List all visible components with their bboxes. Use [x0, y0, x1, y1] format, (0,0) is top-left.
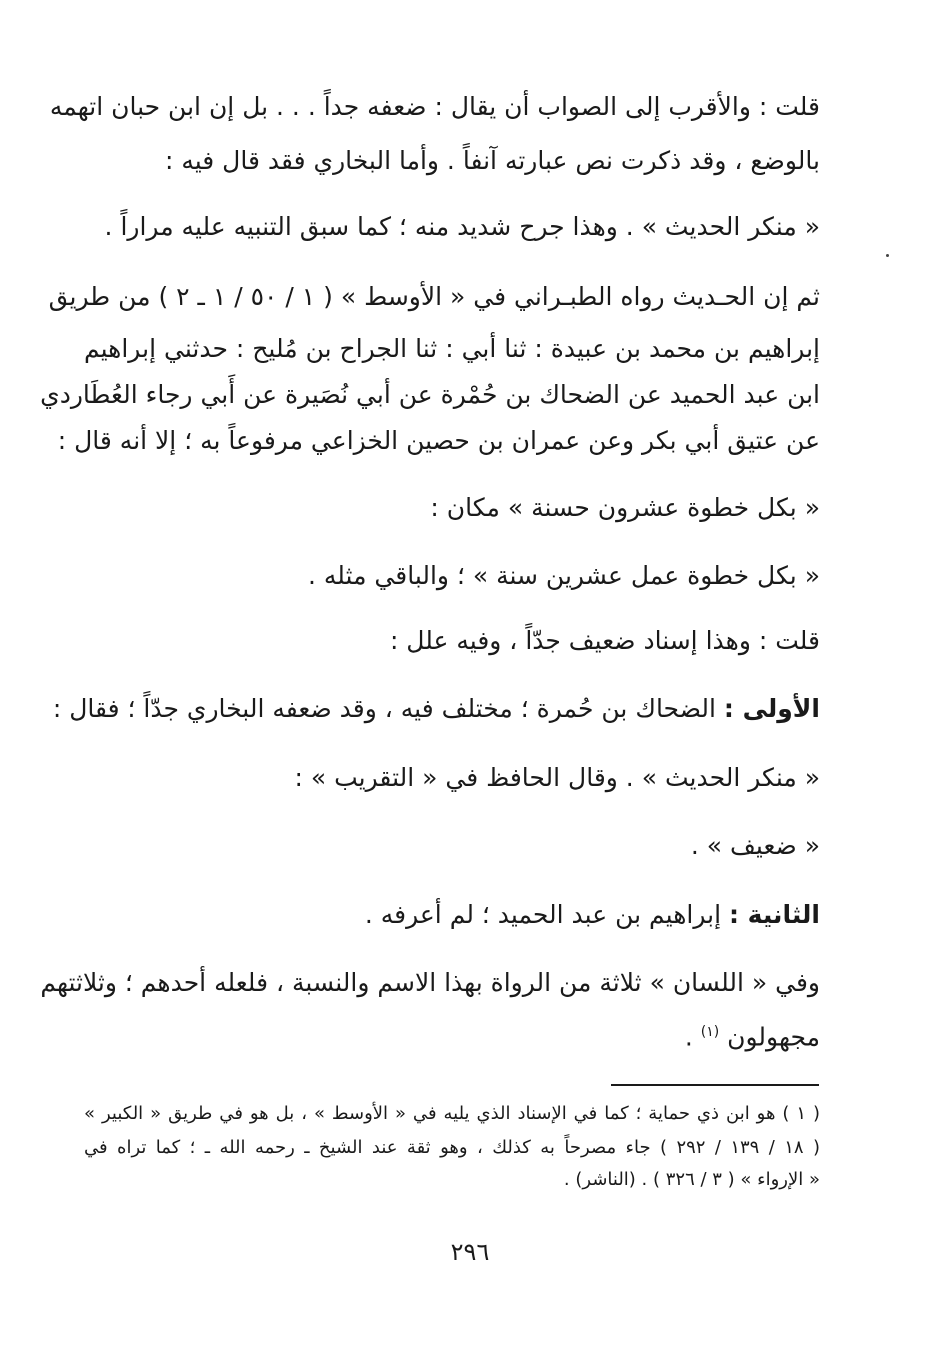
item-text: إبراهيم بن عبد الحميد ؛ لم أعرفه . — [364, 900, 729, 929]
item-label: الثانية : — [728, 900, 820, 929]
text-line: ثم إن الحـديث رواه الطبـراني في « الأوسط » ( ١ / ٥٠ / ١ ـ ٢ ) من طريق — [48, 282, 820, 311]
scan-speck — [886, 254, 889, 257]
quote-line: « منكر الحديث » . وقال الحافظ في « التقريب » : — [294, 763, 820, 792]
text-segment: . — [684, 1022, 701, 1052]
text-line — [365, 897, 820, 933]
footnote-divider — [611, 1084, 819, 1086]
text-line — [685, 1014, 820, 1055]
footnote-line: ( ١٨ / ١٣٩ / ٢٩٢ ) جاء مصرحاً به كذلك ، وهو ثقة عند الشيخ ـ رحمه الله ـ ؛ كما تراه في — [84, 1137, 820, 1158]
text-line — [53, 691, 820, 727]
text-line: عن عتيق أبي بكر وعن عمران بن حصين الخزاعي مرفوعاً به ؛ إلا أنه قال : — [57, 426, 820, 455]
item-text: الضحاك بن حُمرة ؛ مختلف فيه ، وقد ضعفه البخاري جدّاً ؛ فقال : — [52, 694, 724, 723]
text-line: ابن عبد الحميد عن الضحاك بن حُمْرة عن أبي نُصَيرة عن أَبي رجاء العُطَاردي — [40, 380, 820, 409]
item-label: الأولى : — [723, 694, 820, 723]
footnote-line: ( ١ ) هو ابن ذي حماية ؛ كما في الإسناد الذي يليه في « الأوسط » ، بل هو في طريق « الكبير » — [84, 1103, 820, 1124]
text-segment: مجهولون — [727, 1022, 820, 1052]
quote-line: « ضعيف » . — [690, 831, 820, 860]
quote-line: « بكل خطوة عشرون حسنة » مكان : — [430, 493, 820, 522]
footnote-line: « الإرواء » ( ٣ / ٣٢٦ ) . (الناشر) . — [563, 1169, 820, 1190]
text-line: قلت : وهذا إسناد ضعيف جدّاً ، وفيه علل : — [389, 626, 820, 655]
quote-line: « بكل خطوة عمل عشرين سنة » ؛ والباقي مثله . — [307, 561, 820, 590]
quote-line: « منكر الحديث » . وهذا جرح شديد منه ؛ كما سبق التنبيه عليه مراراً . — [104, 212, 820, 241]
text-line: بالوضع ، وقد ذكرت نص عبارته آنفاً . وأما البخاري فقد قال فيه : — [164, 146, 820, 175]
page-number: ٢٩٦ — [450, 1238, 490, 1266]
footnote-ref: (١) — [700, 1024, 720, 1040]
text-line: وفي « اللسان » ثلاثة من الرواة بهذا الاسم والنسبة ، فلعله أحدهم ؛ وثلاثتهم — [40, 968, 820, 997]
text-line: قلت : والأقرب إلى الصواب أن يقال : ضعفه جداً . . . بل إن ابن حبان اتهمه — [49, 92, 820, 121]
text-line: إبراهيم بن محمد بن عبيدة : ثنا أبي : ثنا الجراح بن مُليح : حدثني إبراهيم — [84, 334, 820, 363]
